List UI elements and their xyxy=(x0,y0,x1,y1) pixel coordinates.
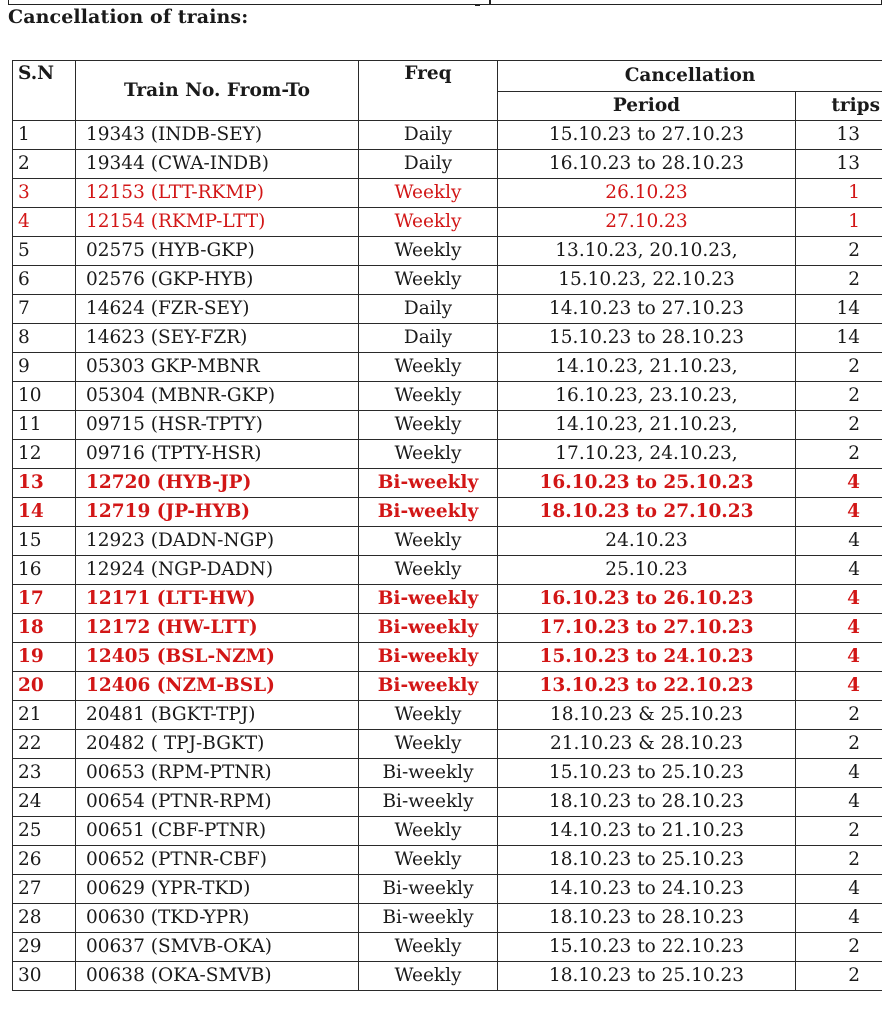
cell-trips: 14 xyxy=(796,295,882,324)
cell-trips: 2 xyxy=(796,411,882,440)
cell-freq: Weekly xyxy=(359,353,498,382)
cell-train: 12154 (RKMP-LTT) xyxy=(76,208,359,237)
cell-train: 00651 (CBF-PTNR) xyxy=(76,817,359,846)
cell-period: 13.10.23 to 22.10.23 xyxy=(498,672,796,701)
cell-freq: Bi-weekly xyxy=(359,643,498,672)
header-train: Train No. From-To xyxy=(76,61,359,121)
cell-train: 19344 (CWA-INDB) xyxy=(76,150,359,179)
cell-trips: 4 xyxy=(796,614,882,643)
table-row xyxy=(13,875,882,904)
cell-train: 02576 (GKP-HYB) xyxy=(76,266,359,295)
cell-period: 13.10.23, 20.10.23, xyxy=(498,237,796,266)
cell-sn: 5 xyxy=(13,237,76,266)
table-row xyxy=(13,730,882,759)
cell-freq: Bi-weekly xyxy=(359,875,498,904)
cell-sn: 2 xyxy=(13,150,76,179)
header-cancellation: Cancellation xyxy=(498,61,882,92)
cell-train: 12153 (LTT-RKMP) xyxy=(76,179,359,208)
header-sn: S.N xyxy=(13,61,76,121)
previous-table-tick xyxy=(475,0,480,6)
cell-period: 15.10.23 to 22.10.23 xyxy=(498,933,796,962)
cell-period: 15.10.23 to 27.10.23 xyxy=(498,121,796,150)
cell-train: 20482 ( TPJ-BGKT) xyxy=(76,730,359,759)
cell-freq: Bi-weekly xyxy=(359,498,498,527)
cell-trips: 2 xyxy=(796,846,882,875)
cell-sn: 3 xyxy=(13,179,76,208)
cell-sn: 17 xyxy=(13,585,76,614)
cell-train: 05304 (MBNR-GKP) xyxy=(76,382,359,411)
cell-freq: Bi-weekly xyxy=(359,759,498,788)
cell-freq: Bi-weekly xyxy=(359,904,498,933)
cell-freq: Daily xyxy=(359,324,498,353)
cell-sn: 14 xyxy=(13,498,76,527)
cell-trips: 4 xyxy=(796,498,882,527)
previous-table-edge xyxy=(8,0,882,5)
page-heading: Cancellation of trains: xyxy=(8,6,249,28)
cell-sn: 28 xyxy=(13,904,76,933)
cell-freq: Daily xyxy=(359,121,498,150)
table-row xyxy=(13,962,882,991)
cell-train: 00652 (PTNR-CBF) xyxy=(76,846,359,875)
cell-period: 18.10.23 to 25.10.23 xyxy=(498,846,796,875)
cell-train: 00638 (OKA-SMVB) xyxy=(76,962,359,991)
cell-sn: 26 xyxy=(13,846,76,875)
table-row xyxy=(13,324,882,353)
cell-freq: Weekly xyxy=(359,846,498,875)
cell-trips: 4 xyxy=(796,904,882,933)
header-row xyxy=(13,61,882,92)
table-row xyxy=(13,353,882,382)
table-row xyxy=(13,904,882,933)
table-row xyxy=(13,788,882,817)
table-row xyxy=(13,382,882,411)
cell-freq: Weekly xyxy=(359,179,498,208)
cell-train: 12720 (HYB-JP) xyxy=(76,469,359,498)
cell-period: 15.10.23 to 25.10.23 xyxy=(498,759,796,788)
cell-train: 05303 GKP-MBNR xyxy=(76,353,359,382)
cell-train: 00637 (SMVB-OKA) xyxy=(76,933,359,962)
cell-period: 14.10.23 to 21.10.23 xyxy=(498,817,796,846)
cell-trips: 4 xyxy=(796,643,882,672)
table-row xyxy=(13,585,882,614)
cell-train: 09715 (HSR-TPTY) xyxy=(76,411,359,440)
cell-trips: 2 xyxy=(796,440,882,469)
cell-sn: 19 xyxy=(13,643,76,672)
cell-period: 15.10.23, 22.10.23 xyxy=(498,266,796,295)
cell-trips: 1 xyxy=(796,179,882,208)
cell-train: 00629 (YPR-TKD) xyxy=(76,875,359,904)
cell-trips: 4 xyxy=(796,585,882,614)
cell-trips: 2 xyxy=(796,701,882,730)
cell-train: 20481 (BGKT-TPJ) xyxy=(76,701,359,730)
table-row xyxy=(13,556,882,585)
cell-freq: Daily xyxy=(359,150,498,179)
cell-freq: Weekly xyxy=(359,730,498,759)
table-row xyxy=(13,266,882,295)
cell-period: 24.10.23 xyxy=(498,527,796,556)
cell-train: 12924 (NGP-DADN) xyxy=(76,556,359,585)
cell-trips: 2 xyxy=(796,817,882,846)
cell-freq: Weekly xyxy=(359,556,498,585)
table-row xyxy=(13,208,882,237)
cell-trips: 2 xyxy=(796,382,882,411)
cell-train: 00653 (RPM-PTNR) xyxy=(76,759,359,788)
header-trips: trips xyxy=(796,92,882,121)
cell-period: 21.10.23 & 28.10.23 xyxy=(498,730,796,759)
cell-sn: 1 xyxy=(13,121,76,150)
cell-trips: 13 xyxy=(796,150,882,179)
cell-sn: 29 xyxy=(13,933,76,962)
cell-trips: 4 xyxy=(796,759,882,788)
previous-table-divider xyxy=(489,0,491,5)
cell-freq: Bi-weekly xyxy=(359,585,498,614)
cell-period: 18.10.23 to 27.10.23 xyxy=(498,498,796,527)
cell-trips: 4 xyxy=(796,469,882,498)
table-row xyxy=(13,759,882,788)
cell-freq: Weekly xyxy=(359,933,498,962)
cell-sn: 10 xyxy=(13,382,76,411)
cell-period: 16.10.23 to 26.10.23 xyxy=(498,585,796,614)
cell-period: 18.10.23 & 25.10.23 xyxy=(498,701,796,730)
cell-trips: 2 xyxy=(796,933,882,962)
cell-sn: 6 xyxy=(13,266,76,295)
table-row xyxy=(13,672,882,701)
cell-freq: Weekly xyxy=(359,701,498,730)
cell-train: 00654 (PTNR-RPM) xyxy=(76,788,359,817)
cell-sn: 7 xyxy=(13,295,76,324)
cell-trips: 1 xyxy=(796,208,882,237)
cell-period: 14.10.23, 21.10.23, xyxy=(498,411,796,440)
cell-trips: 4 xyxy=(796,788,882,817)
cell-freq: Weekly xyxy=(359,411,498,440)
cell-freq: Bi-weekly xyxy=(359,469,498,498)
cell-trips: 14 xyxy=(796,324,882,353)
cell-trips: 2 xyxy=(796,730,882,759)
cell-period: 26.10.23 xyxy=(498,179,796,208)
cell-sn: 30 xyxy=(13,962,76,991)
cell-sn: 23 xyxy=(13,759,76,788)
cell-period: 15.10.23 to 28.10.23 xyxy=(498,324,796,353)
cell-freq: Weekly xyxy=(359,817,498,846)
table-body xyxy=(13,121,882,991)
table-row xyxy=(13,150,882,179)
cell-sn: 9 xyxy=(13,353,76,382)
table-row xyxy=(13,846,882,875)
cell-sn: 11 xyxy=(13,411,76,440)
table-row xyxy=(13,498,882,527)
cell-freq: Weekly xyxy=(359,440,498,469)
table-row xyxy=(13,295,882,324)
cell-sn: 24 xyxy=(13,788,76,817)
table-row xyxy=(13,933,882,962)
cell-train: 12405 (BSL-NZM) xyxy=(76,643,359,672)
cell-freq: Weekly xyxy=(359,382,498,411)
table-row xyxy=(13,237,882,266)
cell-trips: 4 xyxy=(796,556,882,585)
cell-sn: 12 xyxy=(13,440,76,469)
cell-trips: 2 xyxy=(796,353,882,382)
table-row xyxy=(13,527,882,556)
cell-freq: Weekly xyxy=(359,208,498,237)
cell-period: 27.10.23 xyxy=(498,208,796,237)
cell-sn: 21 xyxy=(13,701,76,730)
cell-period: 18.10.23 to 28.10.23 xyxy=(498,788,796,817)
cell-trips: 4 xyxy=(796,875,882,904)
cell-train: 14623 (SEY-FZR) xyxy=(76,324,359,353)
cell-train: 00630 (TKD-YPR) xyxy=(76,904,359,933)
cell-train: 09716 (TPTY-HSR) xyxy=(76,440,359,469)
cell-freq: Daily xyxy=(359,295,498,324)
cell-period: 14.10.23 to 27.10.23 xyxy=(498,295,796,324)
cell-trips: 2 xyxy=(796,962,882,991)
cell-freq: Bi-weekly xyxy=(359,788,498,817)
cell-trips: 2 xyxy=(796,266,882,295)
cell-trips: 13 xyxy=(796,121,882,150)
cell-sn: 15 xyxy=(13,527,76,556)
cell-period: 14.10.23 to 24.10.23 xyxy=(498,875,796,904)
header-period: Period xyxy=(498,92,796,121)
cell-freq: Weekly xyxy=(359,527,498,556)
cell-sn: 27 xyxy=(13,875,76,904)
cell-train: 14624 (FZR-SEY) xyxy=(76,295,359,324)
cancellation-table xyxy=(12,60,882,991)
cell-freq: Weekly xyxy=(359,266,498,295)
cell-period: 17.10.23 to 27.10.23 xyxy=(498,614,796,643)
cell-sn: 4 xyxy=(13,208,76,237)
cell-sn: 18 xyxy=(13,614,76,643)
table-row xyxy=(13,817,882,846)
table-row xyxy=(13,614,882,643)
cell-trips: 4 xyxy=(796,527,882,556)
cell-period: 17.10.23, 24.10.23, xyxy=(498,440,796,469)
cell-trips: 4 xyxy=(796,672,882,701)
table-row xyxy=(13,701,882,730)
cell-period: 16.10.23, 23.10.23, xyxy=(498,382,796,411)
cell-freq: Weekly xyxy=(359,237,498,266)
cell-period: 18.10.23 to 25.10.23 xyxy=(498,962,796,991)
table-row xyxy=(13,440,882,469)
table-row xyxy=(13,121,882,150)
cell-train: 12171 (LTT-HW) xyxy=(76,585,359,614)
cell-train: 12406 (NZM-BSL) xyxy=(76,672,359,701)
header-freq: Freq xyxy=(359,61,498,121)
table-row xyxy=(13,643,882,672)
cell-sn: 8 xyxy=(13,324,76,353)
cell-sn: 22 xyxy=(13,730,76,759)
cell-sn: 13 xyxy=(13,469,76,498)
cell-freq: Bi-weekly xyxy=(359,672,498,701)
cell-period: 16.10.23 to 25.10.23 xyxy=(498,469,796,498)
cell-period: 18.10.23 to 28.10.23 xyxy=(498,904,796,933)
cell-period: 14.10.23, 21.10.23, xyxy=(498,353,796,382)
cell-sn: 25 xyxy=(13,817,76,846)
cell-period: 25.10.23 xyxy=(498,556,796,585)
table-row xyxy=(13,469,882,498)
cell-period: 15.10.23 to 24.10.23 xyxy=(498,643,796,672)
cell-period: 16.10.23 to 28.10.23 xyxy=(498,150,796,179)
table-row xyxy=(13,179,882,208)
cell-train: 02575 (HYB-GKP) xyxy=(76,237,359,266)
cell-sn: 16 xyxy=(13,556,76,585)
cell-train: 19343 (INDB-SEY) xyxy=(76,121,359,150)
cell-sn: 20 xyxy=(13,672,76,701)
cell-freq: Weekly xyxy=(359,962,498,991)
cell-train: 12923 (DADN-NGP) xyxy=(76,527,359,556)
cell-train: 12719 (JP-HYB) xyxy=(76,498,359,527)
cell-trips: 2 xyxy=(796,237,882,266)
table-row xyxy=(13,411,882,440)
cell-freq: Bi-weekly xyxy=(359,614,498,643)
cell-train: 12172 (HW-LTT) xyxy=(76,614,359,643)
